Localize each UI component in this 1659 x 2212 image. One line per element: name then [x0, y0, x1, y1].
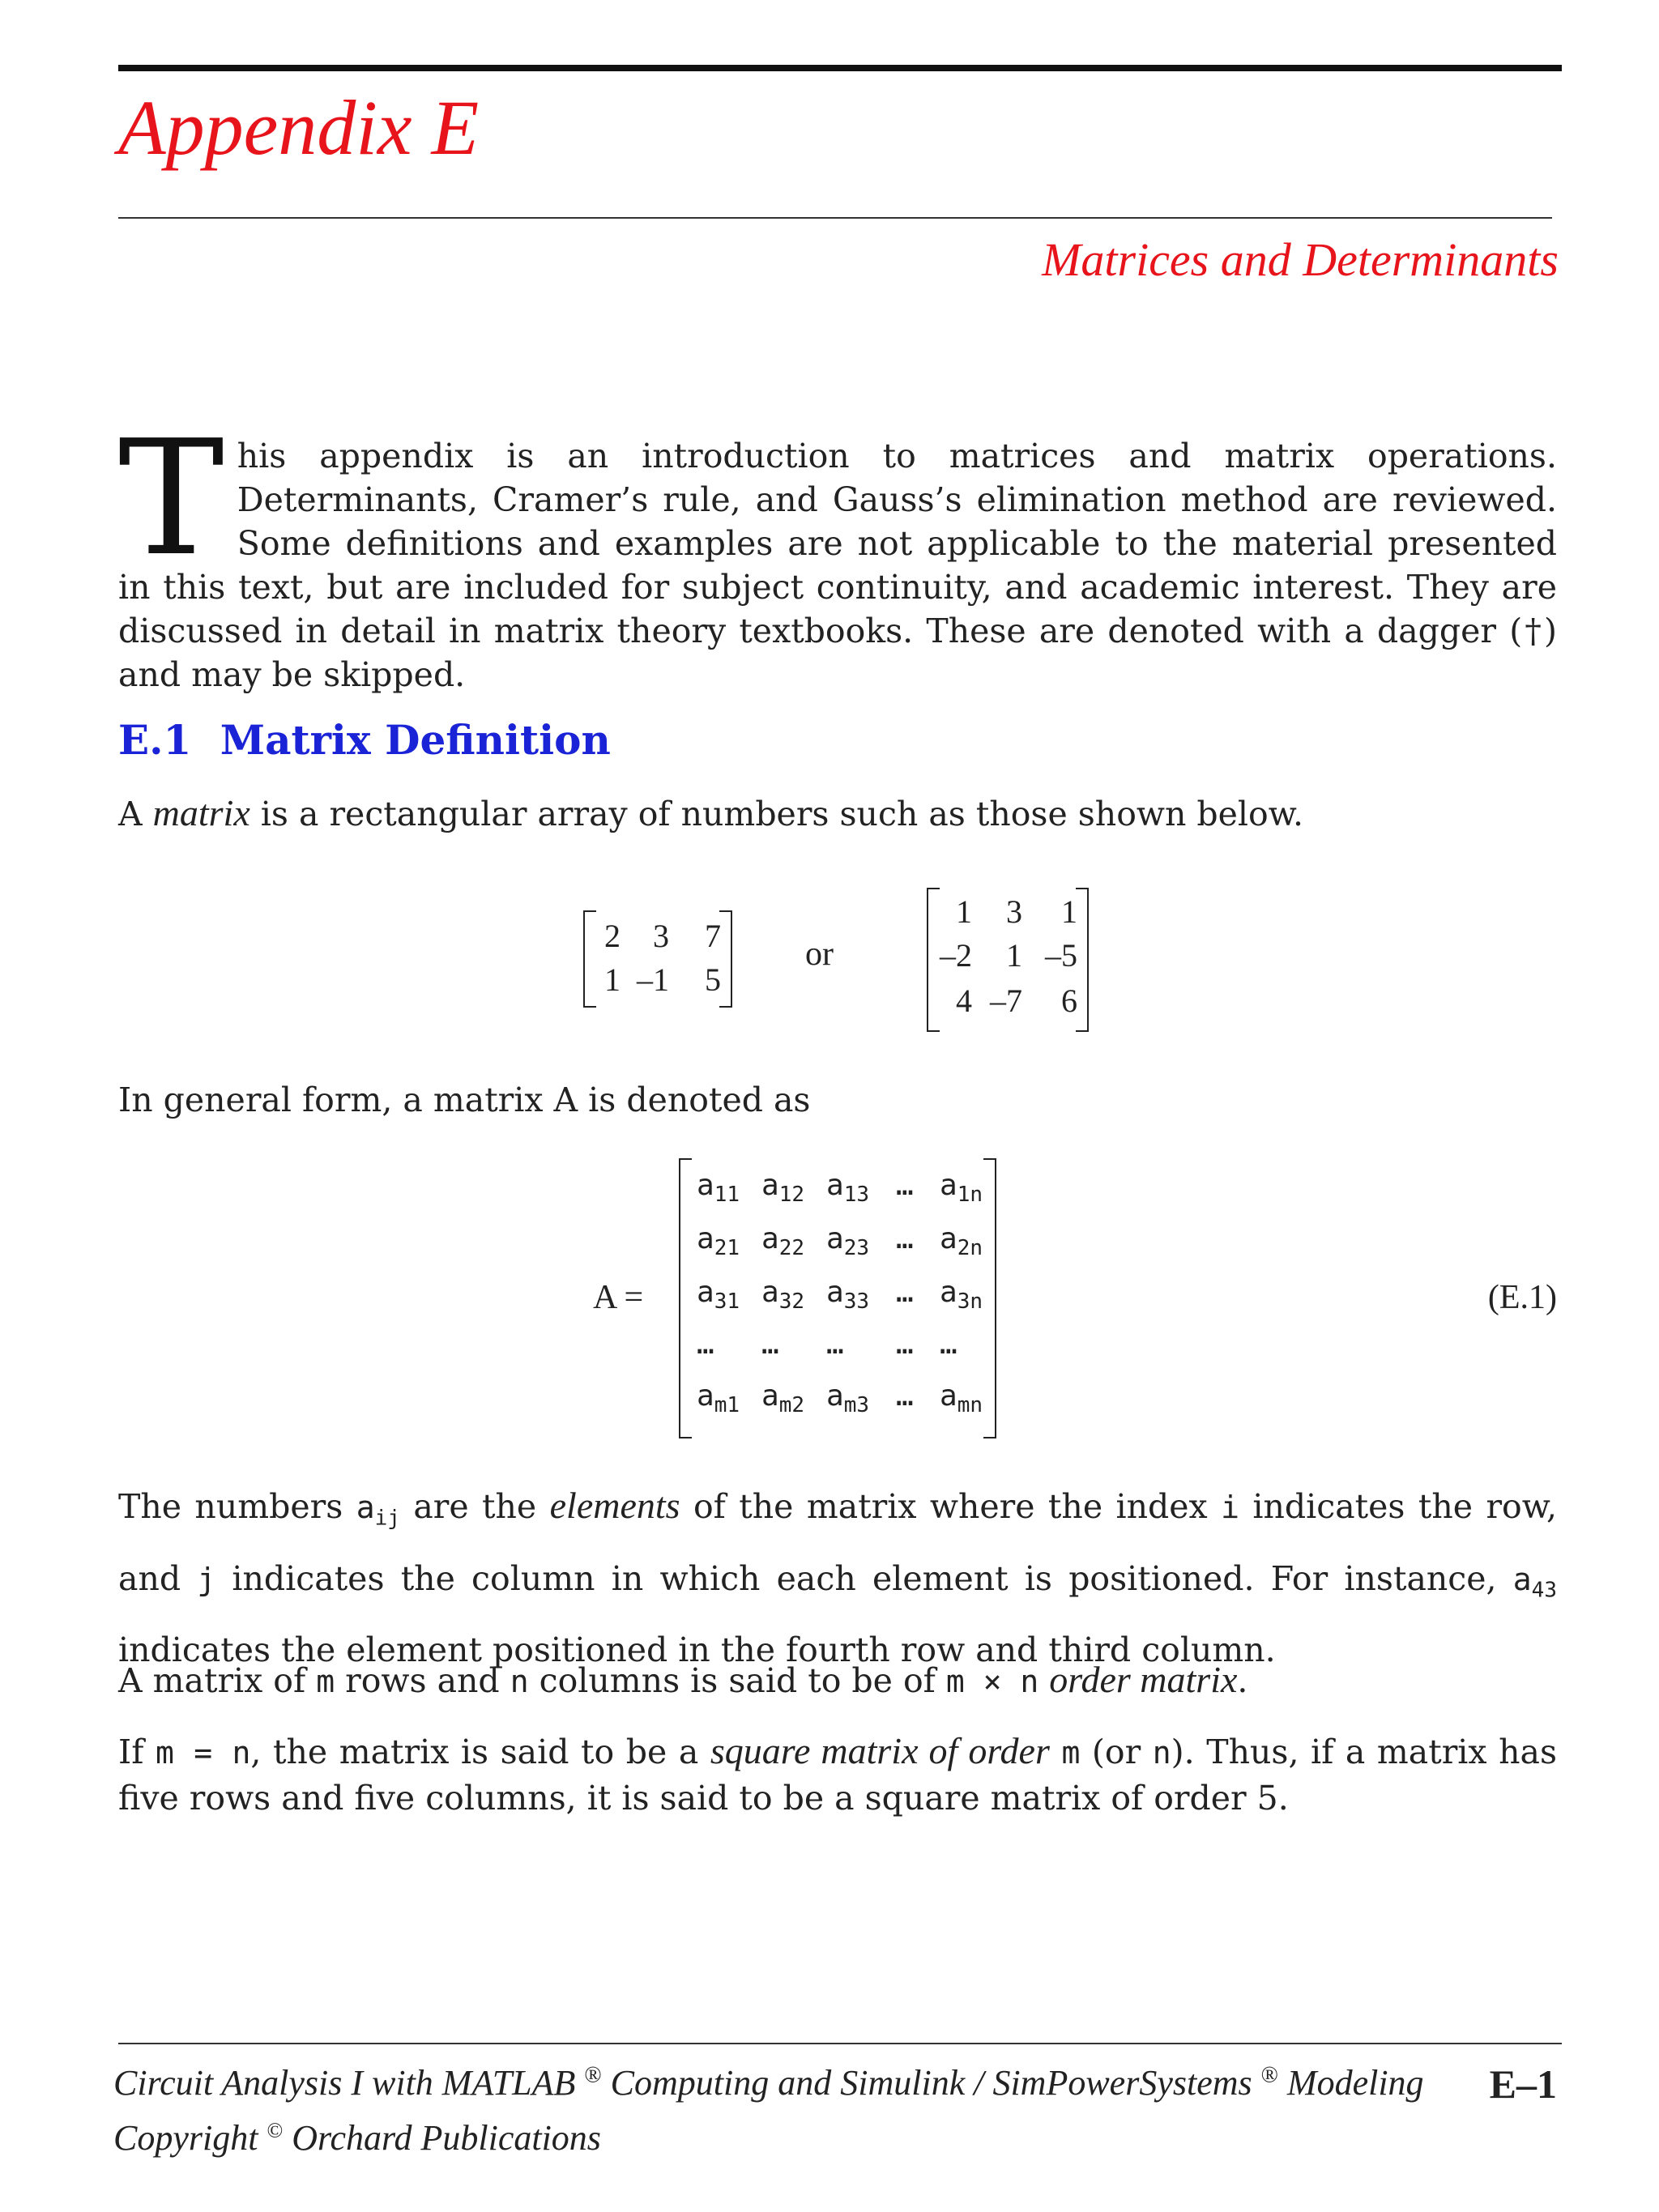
general-matrix-cell: $a_{13}$	[826, 1169, 869, 1208]
general-matrix-cell: $a_{11}$	[697, 1169, 740, 1208]
general-matrix-cell: $a_{32}$	[761, 1276, 804, 1315]
matrix-cell: –7	[990, 982, 1022, 1019]
right-bracket	[1076, 888, 1089, 1032]
general-matrix-cell: $a_{m2}$	[761, 1379, 804, 1418]
page-number: E–1	[1489, 2061, 1557, 2107]
general-matrix-cell: $a_{21}$	[697, 1222, 740, 1261]
general-matrix-cell: …	[896, 1328, 914, 1361]
matrix-definition-paragraph: A matrix is a rectangular array of numbers such as those shown below.	[118, 792, 1303, 833]
footer-copyright: Copyright © Orchard Publications	[113, 2118, 601, 2158]
term-elements: elements	[549, 1485, 680, 1526]
matrix-cell: –1	[637, 961, 669, 998]
matrix-cell: 4	[956, 982, 972, 1019]
intro-text: his appendix is an introduction to matrices and matrix operations. Determinants, Cramer’s rule, and Gauss’s elimination method are reviewed. Some definitions and examples are not applicable to the material presented in this text, but are included for subject continuity, and academic interest. They are discussed in detail in matrix theory textbooks. These are denoted with a dagger (†) and may be skipped.	[118, 437, 1557, 694]
matrix-cell: –5	[1045, 937, 1077, 974]
equation-number: (E.1)	[1487, 1279, 1557, 1316]
general-matrix-cell: $a_{1n}$	[940, 1169, 983, 1208]
general-matrix	[679, 1158, 996, 1438]
section-heading	[118, 716, 611, 765]
right-bracket	[719, 910, 732, 1008]
general-matrix-cell: …	[826, 1328, 844, 1361]
elements-paragraph: The numbers $a_{ij}$ are the elements of the matrix where the index i indicates the row, and j indicates the column in which each element is positioned. For instance, $a_{43}$ indicates the element positioned in the fourth row and third column.	[118, 1485, 1557, 1670]
general-matrix-cell: …	[896, 1222, 914, 1255]
general-matrix-cell: $a_{23}$	[826, 1222, 869, 1261]
term-order-matrix: order matrix	[1049, 1659, 1238, 1700]
general-form-paragraph: In general form, a matrix A is denoted as	[118, 1080, 811, 1119]
general-matrix-cell: $a_{12}$	[761, 1169, 804, 1208]
general-matrix-cell: $a_{22}$	[761, 1222, 804, 1261]
chapter-title: Appendix E	[118, 84, 480, 171]
matrix-cell: 1	[604, 961, 621, 998]
order-paragraph: A matrix of m rows and n columns is said to be of m × n order matrix.	[118, 1659, 1248, 1700]
chapter-subtitle: Matrices and Determinants	[1042, 233, 1559, 286]
general-matrix-cell: …	[896, 1379, 914, 1413]
matrix-cell: –2	[940, 937, 972, 974]
example-matrix-2	[927, 888, 1089, 1032]
term-matrix: matrix	[152, 792, 250, 833]
symbol-aij: $a_{ij}$	[356, 1490, 400, 1531]
example-matrix-1	[583, 910, 732, 1008]
general-matrix-cell: $a_{3n}$	[940, 1276, 983, 1315]
matrix-cell: 3	[1006, 893, 1022, 930]
general-matrix-cell: $a_{31}$	[697, 1276, 740, 1315]
footer-book-title: Circuit Analysis I with MATLAB ® Computing and Simulink / SimPowerSystems ® Modeling	[113, 2062, 1424, 2103]
matrix-cell: 1	[1006, 937, 1022, 974]
matrix-lhs: A =	[593, 1279, 644, 1316]
drop-cap: T	[118, 407, 224, 591]
footer-rule	[118, 2043, 1562, 2044]
matrix-cell: 6	[1061, 982, 1077, 1019]
general-matrix-cell: …	[940, 1328, 957, 1361]
section-number: E.1	[118, 716, 192, 764]
general-matrix-cell: …	[896, 1169, 914, 1202]
general-matrix-cell: $a_{mn}$	[940, 1379, 983, 1418]
intro-paragraph	[118, 407, 1557, 697]
general-matrix-cell: …	[697, 1328, 714, 1361]
matrix-cell: 2	[604, 918, 621, 954]
symbol-a43: $a_{43}$	[1512, 1561, 1557, 1603]
general-matrix-cell: $a_{33}$	[826, 1276, 869, 1315]
matrix-cell: 1	[956, 893, 972, 930]
matrix-cell: 1	[1061, 893, 1077, 930]
general-matrix-cell: …	[896, 1276, 914, 1309]
general-matrix-cell: $a_{2n}$	[940, 1222, 983, 1261]
section-title: Matrix Definition	[220, 716, 611, 764]
general-matrix-cell: $a_{m1}$	[697, 1379, 740, 1418]
matrix-cell: 5	[705, 961, 721, 998]
top-rule	[118, 65, 1562, 71]
general-matrix-cell: $a_{m3}$	[826, 1379, 869, 1418]
matrix-cell: 3	[653, 918, 669, 954]
square-matrix-paragraph: If m = n, the matrix is said to be a square matrix of order m (or n). Thus, if a matrix has five rows and five columns, it is said to be a square matrix of order 5.	[118, 1730, 1558, 1818]
or-label: or	[805, 936, 834, 973]
right-bracket	[983, 1158, 996, 1438]
left-bracket	[679, 1158, 692, 1438]
term-square-matrix: square matrix of order	[710, 1730, 1050, 1771]
matrix-cell: 7	[705, 918, 721, 954]
general-matrix-cell: …	[761, 1328, 779, 1361]
title-rule	[118, 217, 1552, 219]
